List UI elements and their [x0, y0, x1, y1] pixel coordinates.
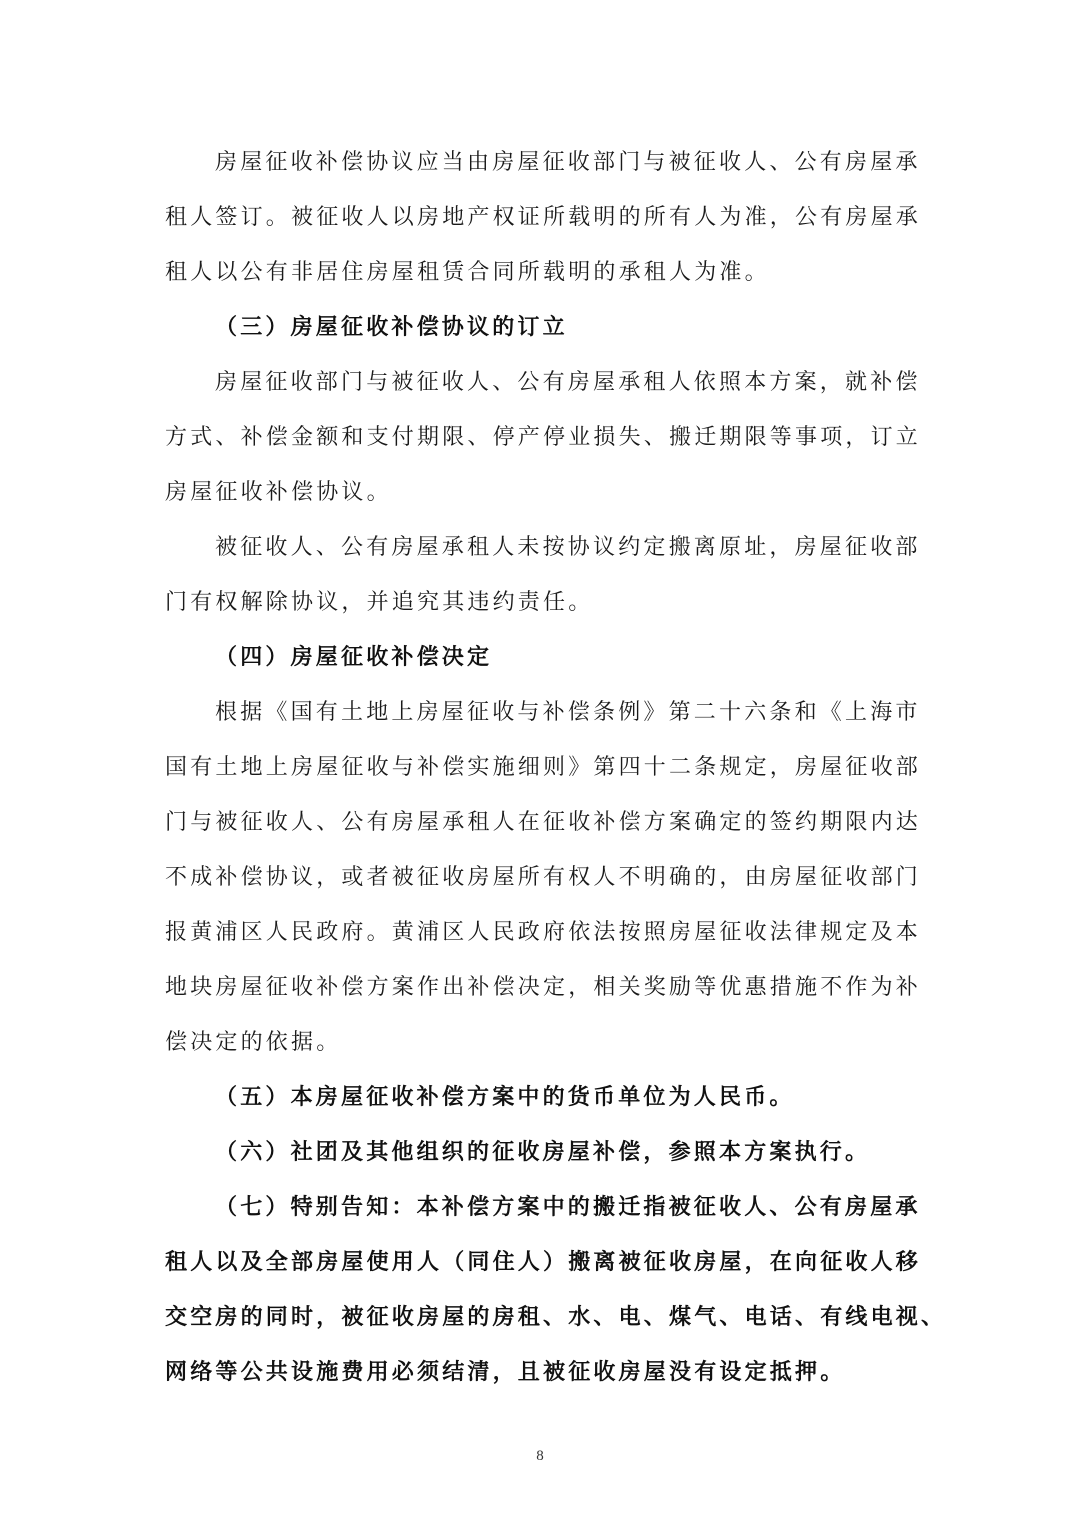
- section-notice-line: 网络等公共设施费用必须结清，且被征收房屋没有设定抵押。: [165, 1360, 846, 1385]
- paragraph-line: 房屋征收部门与被征收人、公有房屋承租人依照本方案，就补偿: [215, 370, 921, 395]
- paragraph-line: 不成补偿协议，或者被征收房屋所有权人不明确的，由房屋征收部门: [165, 865, 922, 890]
- paragraph-line: 租人签订。被征收人以房地产权证所载明的所有人为准，公有房屋承: [165, 205, 922, 230]
- section-heading: （六）社团及其他组织的征收房屋补偿，参照本方案执行。: [215, 1140, 871, 1165]
- paragraph-line: 偿决定的依据。: [165, 1030, 342, 1055]
- paragraph-line: 根据《国有土地上房屋征收与补偿条例》第二十六条和《上海市: [215, 700, 921, 725]
- paragraph-line: 门与被征收人、公有房屋承租人在征收补偿方案确定的签约期限内达: [165, 810, 922, 835]
- section-heading: （四）房屋征收补偿决定: [215, 645, 493, 670]
- section-heading: （五）本房屋征收补偿方案中的货币单位为人民币。: [215, 1085, 795, 1110]
- section-notice-line: 租人以及全部房屋使用人（同住人）搬离被征收房屋，在向征收人移: [165, 1250, 922, 1275]
- paragraph-line: 房屋征收补偿协议。: [165, 480, 392, 505]
- section-notice-line: 交空房的同时，被征收房屋的房租、水、电、煤气、电话、有线电视、: [165, 1305, 947, 1330]
- paragraph-line: 租人以公有非居住房屋租赁合同所载明的承租人为准。: [165, 260, 770, 285]
- paragraph-line: 门有权解除协议，并追究其违约责任。: [165, 590, 594, 615]
- paragraph-line: 地块房屋征收补偿方案作出补偿决定，相关奖励等优惠措施不作为补: [165, 975, 922, 1000]
- paragraph-line: 国有土地上房屋征收与补偿实施细则》第四十二条规定，房屋征收部: [165, 755, 922, 780]
- paragraph-line: 方式、补偿金额和支付期限、停产停业损失、搬迁期限等事项，订立: [165, 425, 922, 450]
- page-number: 8: [536, 1448, 544, 1464]
- paragraph-line: 报黄浦区人民政府。黄浦区人民政府依法按照房屋征收法律规定及本: [165, 920, 922, 945]
- paragraph-line: 房屋征收补偿协议应当由房屋征收部门与被征收人、公有房屋承: [215, 150, 921, 175]
- paragraph-line: 被征收人、公有房屋承租人未按协议约定搬离原址，房屋征收部: [215, 535, 921, 560]
- section-heading: （三）房屋征收补偿协议的订立: [215, 315, 568, 340]
- section-notice-line: （七）特别告知：本补偿方案中的搬迁指被征收人、公有房屋承: [215, 1195, 921, 1220]
